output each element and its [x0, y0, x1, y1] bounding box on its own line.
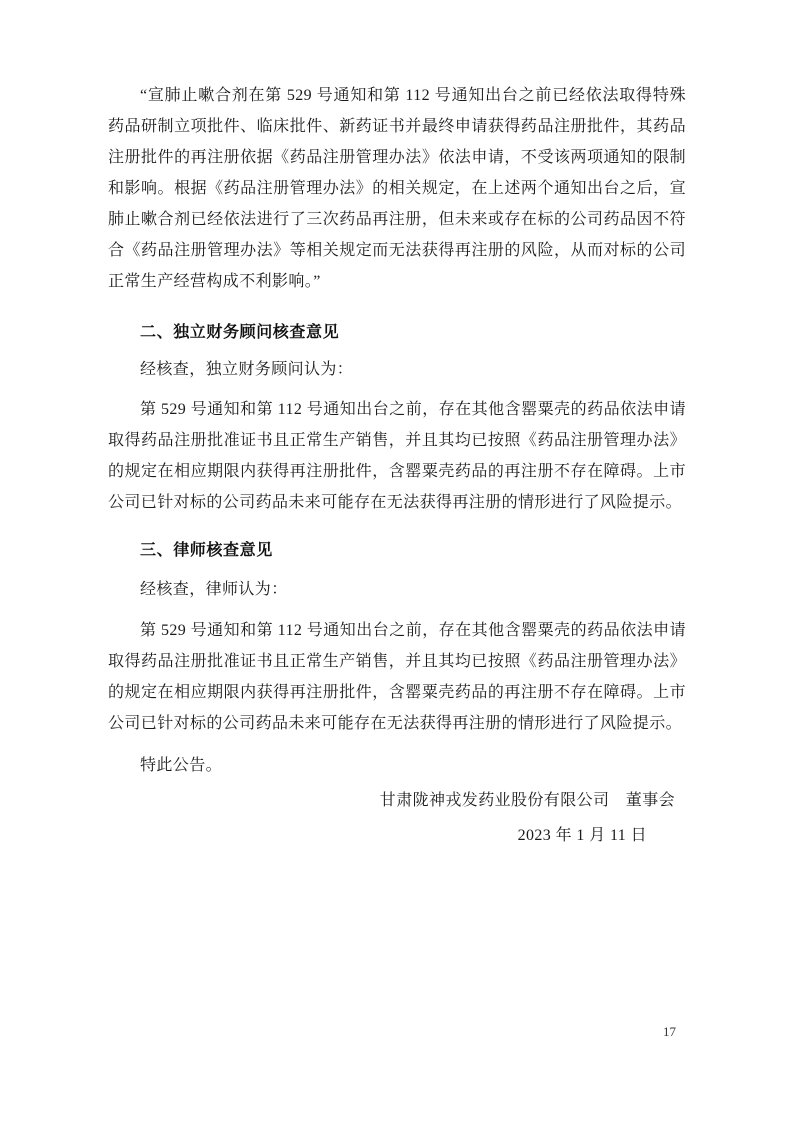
page-number: 17	[663, 1024, 676, 1039]
signature-date-line: 2023 年 1 月 11 日	[517, 827, 647, 844]
section-lawyer-body-paragraph: 第 529 号通知和第 112 号通知出台之前，存在其他含罂粟壳的药品依法申请取得药品注册批准证书且正常生产销售，并且其均已按照《药品注册管理办法》的规定在相应期限内获得再注册批件，含罂粟壳药品的再注册不存在障碍。上市公司已针对标的公司药品未来可能存在无法获得再注册的情形进行了风险提示。	[108, 622, 686, 732]
signature-company-line: 甘肃陇神戎发药业股份有限公司 董事会	[379, 792, 675, 809]
quoted-risk-statement-paragraph: “宣肺止嗽合剂在第 529 号通知和第 112 号通知出台之前已经依法取得特殊药品研制立项批件、临床批件、新药证书并最终申请获得药品注册批件，其药品注册批件的再注册依据《药品注册管理办法》依法申请，不受该两项通知的限制和影响。根据《药品注册管理办法》的相关规定，在上述两个通知出台之后，宣肺止嗽合剂已经依法进行了三次药品再注册，但未来或存在标的公司药品因不符合《药品注册管理办法》等相关规定而无法获得再注册的风险，从而对标的公司正常生产经营构成不利影响。”	[108, 87, 686, 290]
section-lawyer-lead-in: 经核查，律师认为：	[140, 581, 288, 598]
closing-statement: 特此公告。	[140, 757, 223, 774]
section-financial-advisor-lead-in: 经核查，独立财务顾问认为：	[140, 361, 354, 378]
section-financial-advisor-body-paragraph: 第 529 号通知和第 112 号通知出台之前，存在其他含罂粟壳的药品依法申请取得药品注册批准证书且正常生产销售，并且其均已按照《药品注册管理办法》的规定在相应期限内获得再注册批件，含罂粟壳药品的再注册不存在障碍。上市公司已针对标的公司药品未来可能存在无法获得再注册的情形进行了风险提示。	[108, 401, 686, 511]
section-lawyer-heading: 三、律师核查意见	[140, 542, 273, 559]
section-financial-advisor-heading: 二、独立财务顾问核查意见	[140, 324, 340, 341]
content-area	[108, 80, 686, 851]
